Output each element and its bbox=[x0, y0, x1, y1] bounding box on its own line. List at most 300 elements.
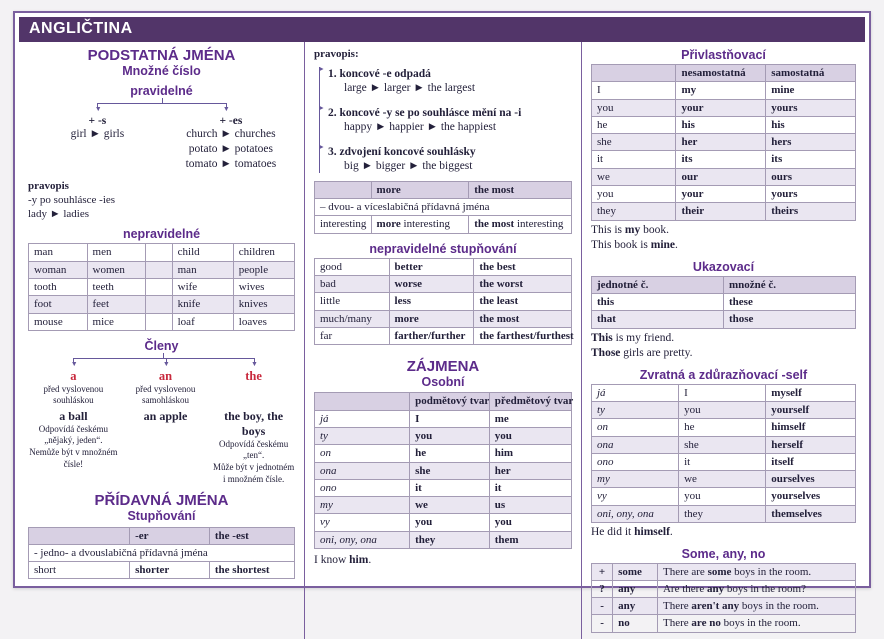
example-sentence bbox=[591, 238, 856, 254]
rule-example: large ► larger ► the largest bbox=[344, 81, 476, 94]
example-sentence bbox=[591, 525, 856, 541]
table-cell: feet bbox=[87, 296, 146, 313]
article-usage bbox=[28, 384, 119, 409]
table-cell: its bbox=[676, 151, 766, 168]
articles-connector bbox=[28, 353, 295, 370]
article-note: Odpovídá českému „nějaký, jeden“. bbox=[38, 423, 108, 446]
article-word: the bbox=[245, 368, 262, 383]
table-cell bbox=[371, 216, 469, 233]
plural-branches bbox=[28, 115, 295, 172]
bold-part: my bbox=[624, 223, 641, 236]
table-cell: vy bbox=[315, 514, 410, 531]
table-row bbox=[315, 410, 572, 427]
table-cell bbox=[469, 216, 572, 233]
table-cell: better bbox=[389, 258, 474, 275]
spelling-note-line: lady ► ladies bbox=[28, 207, 89, 220]
table-cell: množné č. bbox=[724, 276, 856, 293]
table-row bbox=[315, 327, 572, 344]
spelling-rules-list bbox=[314, 64, 572, 172]
plain-part: girls are pretty. bbox=[620, 347, 693, 360]
rule-example: big ► bigger ► the biggest bbox=[344, 159, 473, 172]
table-cell: - jedno- a dvouslabičná přídavná jména bbox=[29, 544, 295, 561]
table-cell: jednotné č. bbox=[592, 276, 724, 293]
table-row bbox=[592, 453, 856, 470]
possessive-pronouns-table bbox=[591, 64, 856, 221]
table-cell: no bbox=[613, 615, 658, 632]
table-cell: yourselves bbox=[766, 488, 856, 505]
table-cell: theirs bbox=[766, 203, 856, 220]
table-cell: women bbox=[87, 261, 146, 278]
table-row bbox=[29, 261, 295, 278]
section-subtitle-plural: Množné číslo bbox=[122, 63, 201, 78]
table-cell: ? bbox=[592, 580, 613, 597]
table-row bbox=[592, 488, 856, 505]
article-usage bbox=[212, 384, 295, 409]
table-cell: farther/further bbox=[389, 327, 474, 344]
table-row bbox=[592, 99, 856, 116]
table-cell: any bbox=[613, 598, 658, 615]
table-row bbox=[592, 82, 856, 99]
table-row bbox=[592, 116, 856, 133]
table-row bbox=[315, 479, 572, 496]
table-cell: ourselves bbox=[766, 471, 856, 488]
example-sentence bbox=[314, 553, 572, 569]
table-cell: ono bbox=[592, 453, 679, 470]
table-cell: these bbox=[724, 294, 856, 311]
table-cell: - bbox=[592, 615, 613, 632]
table-cell: you bbox=[679, 401, 766, 418]
bold-part: more bbox=[376, 218, 401, 231]
arrow-down-icon: ▼ bbox=[162, 359, 170, 368]
table-cell: - bbox=[592, 598, 613, 615]
article-word: an bbox=[158, 368, 173, 383]
table-cell: the best bbox=[474, 258, 572, 275]
tree-root-label: pravidelné bbox=[130, 84, 193, 99]
table-cell: yourself bbox=[766, 401, 856, 418]
table-cell: you bbox=[489, 427, 571, 444]
article-example: a ball bbox=[59, 408, 88, 423]
arrow-down-icon: ▼ bbox=[94, 105, 102, 114]
table-cell: children bbox=[233, 244, 294, 261]
example-sentence bbox=[591, 331, 856, 347]
table-cell: it bbox=[410, 479, 490, 496]
irregular-nouns-table bbox=[28, 243, 295, 330]
branch-example: girl ► girls bbox=[70, 128, 125, 141]
spelling-rule bbox=[318, 142, 572, 160]
table-row bbox=[592, 168, 856, 185]
table-cell: the most bbox=[469, 181, 572, 198]
table-cell: our bbox=[676, 168, 766, 185]
rule-example: happy ► happier ► the happiest bbox=[344, 120, 497, 133]
table-cell: far bbox=[315, 327, 390, 344]
table-row bbox=[29, 544, 295, 561]
usage-line: před vyslovenou bbox=[43, 383, 104, 394]
arrow-down-icon: ▼ bbox=[222, 105, 230, 114]
table-header-row bbox=[29, 527, 295, 544]
arrow-down-icon: ▼ bbox=[70, 359, 78, 368]
table-cell: its bbox=[766, 151, 856, 168]
table-cell: more bbox=[389, 310, 474, 327]
table-cell: you bbox=[592, 186, 676, 203]
table-cell: tooth bbox=[29, 278, 88, 295]
table-cell: I bbox=[410, 410, 490, 427]
bold-part: mine bbox=[650, 239, 676, 252]
plain-part: interesting bbox=[514, 218, 564, 231]
table-cell: some bbox=[613, 563, 658, 580]
section-title-adjectives: PŘÍDAVNÁ JMÉNA bbox=[94, 492, 229, 510]
table-cell: worse bbox=[389, 275, 474, 292]
table-cell: teeth bbox=[87, 278, 146, 295]
table-cell: he bbox=[679, 419, 766, 436]
tree-line bbox=[73, 358, 253, 359]
table-cell: -er bbox=[130, 527, 210, 544]
article-note: Odpovídá českému „ten“. bbox=[218, 438, 289, 461]
demonstrative-title: Ukazovací bbox=[692, 259, 755, 274]
plain-part: Are there bbox=[662, 582, 707, 595]
table-cell: that bbox=[592, 311, 724, 328]
reflexive-pronouns-table bbox=[591, 384, 856, 523]
irregular-nouns-title: nepravidelné bbox=[122, 227, 201, 242]
table-row bbox=[315, 445, 572, 462]
table-cell: oni, ony, ona bbox=[315, 531, 410, 548]
table-row bbox=[315, 462, 572, 479]
table-row bbox=[592, 471, 856, 488]
table-cell: us bbox=[489, 497, 571, 514]
table-cell: yours bbox=[766, 186, 856, 203]
table-cell: she bbox=[410, 462, 490, 479]
spelling-rule bbox=[318, 103, 572, 121]
table-row bbox=[592, 615, 856, 632]
spelling-rules-title: pravopis: bbox=[314, 48, 359, 60]
table-cell: ona bbox=[315, 462, 410, 479]
table-header-row bbox=[592, 65, 856, 82]
branch-plural-es bbox=[167, 115, 295, 172]
table-cell: hers bbox=[766, 134, 856, 151]
table-cell: child bbox=[172, 244, 233, 261]
plain-part: interesting bbox=[400, 218, 450, 231]
table-row bbox=[29, 562, 295, 579]
table-cell: she bbox=[679, 436, 766, 453]
spelling-note-title: pravopis bbox=[28, 180, 69, 193]
article-note: Nemůže být v množném čísle! bbox=[29, 446, 118, 469]
table-cell: podmětový tvar bbox=[410, 393, 490, 410]
some-any-no-table bbox=[591, 563, 856, 633]
table-cell bbox=[29, 527, 130, 544]
table-cell: himself bbox=[766, 419, 856, 436]
reflexive-title: Zvratná a zdůrazňovací -self bbox=[639, 367, 808, 382]
table-row bbox=[592, 186, 856, 203]
table-cell bbox=[146, 313, 173, 330]
irregular-comparison-title: nepravidelné stupňování bbox=[369, 241, 517, 256]
spelling-rule bbox=[318, 64, 572, 82]
branch-example: tomato ► tomatoes bbox=[185, 158, 277, 171]
bold-part: Those bbox=[591, 347, 621, 360]
bracket-line bbox=[319, 67, 320, 173]
table-cell: she bbox=[592, 134, 676, 151]
table-cell: I bbox=[679, 384, 766, 401]
table-cell: little bbox=[315, 293, 390, 310]
section-subtitle-comparison: Stupňování bbox=[127, 508, 196, 523]
table-cell: short bbox=[29, 562, 130, 579]
plain-part: This book is bbox=[591, 239, 651, 252]
table-cell: you bbox=[592, 99, 676, 116]
table-cell: they bbox=[410, 531, 490, 548]
table-row bbox=[592, 580, 856, 597]
table-header-row bbox=[315, 181, 572, 198]
content-area bbox=[19, 42, 865, 639]
table-cell: ty bbox=[315, 427, 410, 444]
plain-part: book. bbox=[640, 223, 669, 236]
adjective-comparison-table bbox=[28, 527, 295, 580]
article-word: a bbox=[70, 368, 77, 383]
table-cell bbox=[146, 261, 173, 278]
usage-line: před vyslovenou bbox=[135, 383, 196, 394]
table-cell: it bbox=[489, 479, 571, 496]
table-cell: the -est bbox=[209, 527, 294, 544]
table-cell bbox=[657, 563, 855, 580]
example-sentence bbox=[591, 346, 856, 362]
table-cell: wife bbox=[172, 278, 233, 295]
table-cell: oni, ony, ona bbox=[592, 505, 679, 522]
plain-part: He did it bbox=[591, 526, 635, 538]
plain-part: is my friend. bbox=[612, 331, 675, 344]
table-cell: your bbox=[676, 99, 766, 116]
table-cell: já bbox=[315, 410, 410, 427]
usage-line: samohláskou bbox=[141, 395, 189, 406]
table-cell: itself bbox=[766, 453, 856, 470]
table-cell: more bbox=[371, 181, 469, 198]
table-row bbox=[29, 244, 295, 261]
table-cell: we bbox=[410, 497, 490, 514]
table-cell: on bbox=[592, 419, 679, 436]
article-example: an apple bbox=[143, 408, 188, 423]
table-cell: people bbox=[233, 261, 294, 278]
table-cell: much/many bbox=[315, 310, 390, 327]
table-cell: wives bbox=[233, 278, 294, 295]
bold-part: are no bbox=[691, 617, 721, 630]
table-cell bbox=[657, 598, 855, 615]
table-cell: you bbox=[410, 427, 490, 444]
article-example: the boy, the boys bbox=[224, 408, 284, 438]
table-cell: he bbox=[592, 116, 676, 133]
usage-line: souhláskou bbox=[53, 395, 94, 406]
table-cell: já bbox=[592, 384, 679, 401]
table-cell: those bbox=[724, 311, 856, 328]
plain-part: This is bbox=[591, 223, 625, 236]
table-row bbox=[315, 531, 572, 548]
table-row bbox=[29, 313, 295, 330]
article-note: Může být v jednotném bbox=[212, 461, 295, 472]
spelling-note bbox=[28, 180, 295, 221]
article-note: i množném čísle. bbox=[222, 473, 285, 484]
demonstrative-pronouns-table bbox=[591, 276, 856, 329]
irregular-comparison-table bbox=[314, 258, 572, 345]
worksheet bbox=[13, 11, 871, 630]
table-cell: vy bbox=[592, 488, 679, 505]
column-comparison-pronouns bbox=[304, 42, 581, 639]
table-row bbox=[315, 199, 572, 216]
tree-connector bbox=[28, 98, 295, 115]
table-cell: him bbox=[489, 445, 571, 462]
table-row bbox=[315, 514, 572, 531]
table-row bbox=[592, 598, 856, 615]
table-row bbox=[315, 216, 572, 233]
table-cell: ty bbox=[592, 401, 679, 418]
table-cell: it bbox=[592, 151, 676, 168]
table-cell: you bbox=[410, 514, 490, 531]
table-row bbox=[315, 258, 572, 275]
table-cell: themselves bbox=[766, 505, 856, 522]
table-cell: yours bbox=[766, 99, 856, 116]
arrow-right-icon: ► bbox=[318, 142, 325, 151]
bold-part: the most bbox=[474, 218, 515, 231]
table-cell bbox=[146, 244, 173, 261]
table-cell: we bbox=[592, 168, 676, 185]
section-subtitle-personal: Osobní bbox=[421, 374, 465, 389]
possessive-title: Přivlastňovací bbox=[681, 48, 766, 62]
table-cell: interesting bbox=[315, 216, 372, 233]
table-cell: any bbox=[613, 580, 658, 597]
article-an bbox=[119, 370, 212, 486]
tree-line bbox=[97, 103, 225, 104]
table-row bbox=[315, 427, 572, 444]
table-cell: myself bbox=[766, 384, 856, 401]
table-cell: – dvou- a víceslabičná přídavná jména bbox=[315, 199, 572, 216]
plain-part: boys in the room. bbox=[739, 600, 819, 613]
branch-example: church ► churches bbox=[186, 128, 276, 141]
table-row bbox=[592, 151, 856, 168]
plain-part: . bbox=[669, 526, 673, 538]
plain-part: I know bbox=[314, 554, 350, 567]
table-cell: man bbox=[172, 261, 233, 278]
table-cell: bad bbox=[315, 275, 390, 292]
plain-part: boys in the room? bbox=[724, 582, 806, 595]
page-title: ANGLIČTINA bbox=[19, 17, 865, 42]
bold-part: This bbox=[591, 331, 613, 344]
table-cell bbox=[315, 181, 372, 198]
rule-label: 3. zdvojení koncové souhlásky bbox=[328, 145, 476, 158]
table-cell bbox=[146, 278, 173, 295]
plain-part: . bbox=[368, 554, 372, 567]
table-cell: less bbox=[389, 293, 474, 310]
table-cell bbox=[657, 615, 855, 632]
table-cell: it bbox=[679, 453, 766, 470]
table-cell: ono bbox=[315, 479, 410, 496]
plain-part: There bbox=[662, 617, 692, 630]
bold-part: some bbox=[707, 565, 732, 578]
rule-label: 1. koncové -e odpadá bbox=[328, 67, 431, 80]
table-cell: on bbox=[315, 445, 410, 462]
table-cell: knives bbox=[233, 296, 294, 313]
table-cell: this bbox=[592, 294, 724, 311]
table-cell: knife bbox=[172, 296, 233, 313]
table-cell: the most bbox=[474, 310, 572, 327]
example-sentence bbox=[591, 223, 856, 239]
table-cell: they bbox=[679, 505, 766, 522]
table-row bbox=[29, 278, 295, 295]
table-row bbox=[592, 419, 856, 436]
table-header-row bbox=[315, 393, 572, 410]
plain-part: There bbox=[662, 600, 692, 613]
arrow-right-icon: ► bbox=[318, 103, 325, 112]
table-row bbox=[592, 294, 856, 311]
table-row bbox=[315, 497, 572, 514]
table-cell bbox=[657, 580, 855, 597]
table-cell: my bbox=[676, 82, 766, 99]
table-cell: good bbox=[315, 258, 390, 275]
table-row bbox=[592, 203, 856, 220]
table-cell: men bbox=[87, 244, 146, 261]
table-row bbox=[592, 311, 856, 328]
table-cell: loaf bbox=[172, 313, 233, 330]
table-cell: you bbox=[489, 514, 571, 531]
table-cell: I bbox=[592, 82, 676, 99]
table-cell: man bbox=[29, 244, 88, 261]
section-title-nouns: PODSTATNÁ JMÉNA bbox=[87, 47, 236, 64]
table-cell bbox=[146, 296, 173, 313]
table-cell: mine bbox=[766, 82, 856, 99]
bold-part: aren't any bbox=[691, 600, 740, 613]
spelling-note-line: -y po souhlásce -ies bbox=[28, 193, 116, 206]
table-cell bbox=[592, 65, 676, 82]
table-cell: their bbox=[676, 203, 766, 220]
column-nouns bbox=[19, 42, 304, 639]
table-cell: the shortest bbox=[209, 562, 294, 579]
table-cell: mice bbox=[87, 313, 146, 330]
table-cell: my bbox=[315, 497, 410, 514]
table-cell: ona bbox=[592, 436, 679, 453]
some-any-no-title: Some, any, no bbox=[681, 546, 766, 561]
bold-part: him bbox=[349, 554, 369, 567]
table-cell: your bbox=[676, 186, 766, 203]
table-cell: herself bbox=[766, 436, 856, 453]
table-row bbox=[592, 134, 856, 151]
table-cell: the farthest/furthest bbox=[474, 327, 572, 344]
table-row bbox=[592, 436, 856, 453]
article-usage bbox=[119, 384, 212, 409]
table-cell: them bbox=[489, 531, 571, 548]
table-cell: + bbox=[592, 563, 613, 580]
article-the bbox=[212, 370, 295, 486]
table-cell: foot bbox=[29, 296, 88, 313]
table-cell: my bbox=[592, 471, 679, 488]
table-cell: the least bbox=[474, 293, 572, 310]
branch-label: + -es bbox=[219, 115, 243, 128]
table-cell: his bbox=[766, 116, 856, 133]
more-most-table bbox=[314, 181, 572, 234]
table-cell: he bbox=[410, 445, 490, 462]
table-cell: shorter bbox=[130, 562, 210, 579]
rule-label: 2. koncové -y se po souhlásce mění na -i bbox=[328, 106, 522, 119]
table-row bbox=[29, 296, 295, 313]
table-cell: loaves bbox=[233, 313, 294, 330]
arrow-right-icon: ► bbox=[318, 64, 325, 73]
table-row bbox=[592, 505, 856, 522]
table-cell: her bbox=[676, 134, 766, 151]
table-cell: we bbox=[679, 471, 766, 488]
plain-part: boys in the room. bbox=[731, 565, 812, 578]
plain-part: There are bbox=[662, 565, 708, 578]
table-row bbox=[315, 293, 572, 310]
personal-pronouns-table bbox=[314, 392, 572, 549]
plain-part: . bbox=[675, 239, 678, 252]
table-cell: the worst bbox=[474, 275, 572, 292]
table-row bbox=[592, 384, 856, 401]
table-header-row bbox=[592, 276, 856, 293]
branch-label: + -s bbox=[88, 115, 107, 128]
table-cell: mouse bbox=[29, 313, 88, 330]
column-possessive-demonstrative bbox=[581, 42, 865, 639]
